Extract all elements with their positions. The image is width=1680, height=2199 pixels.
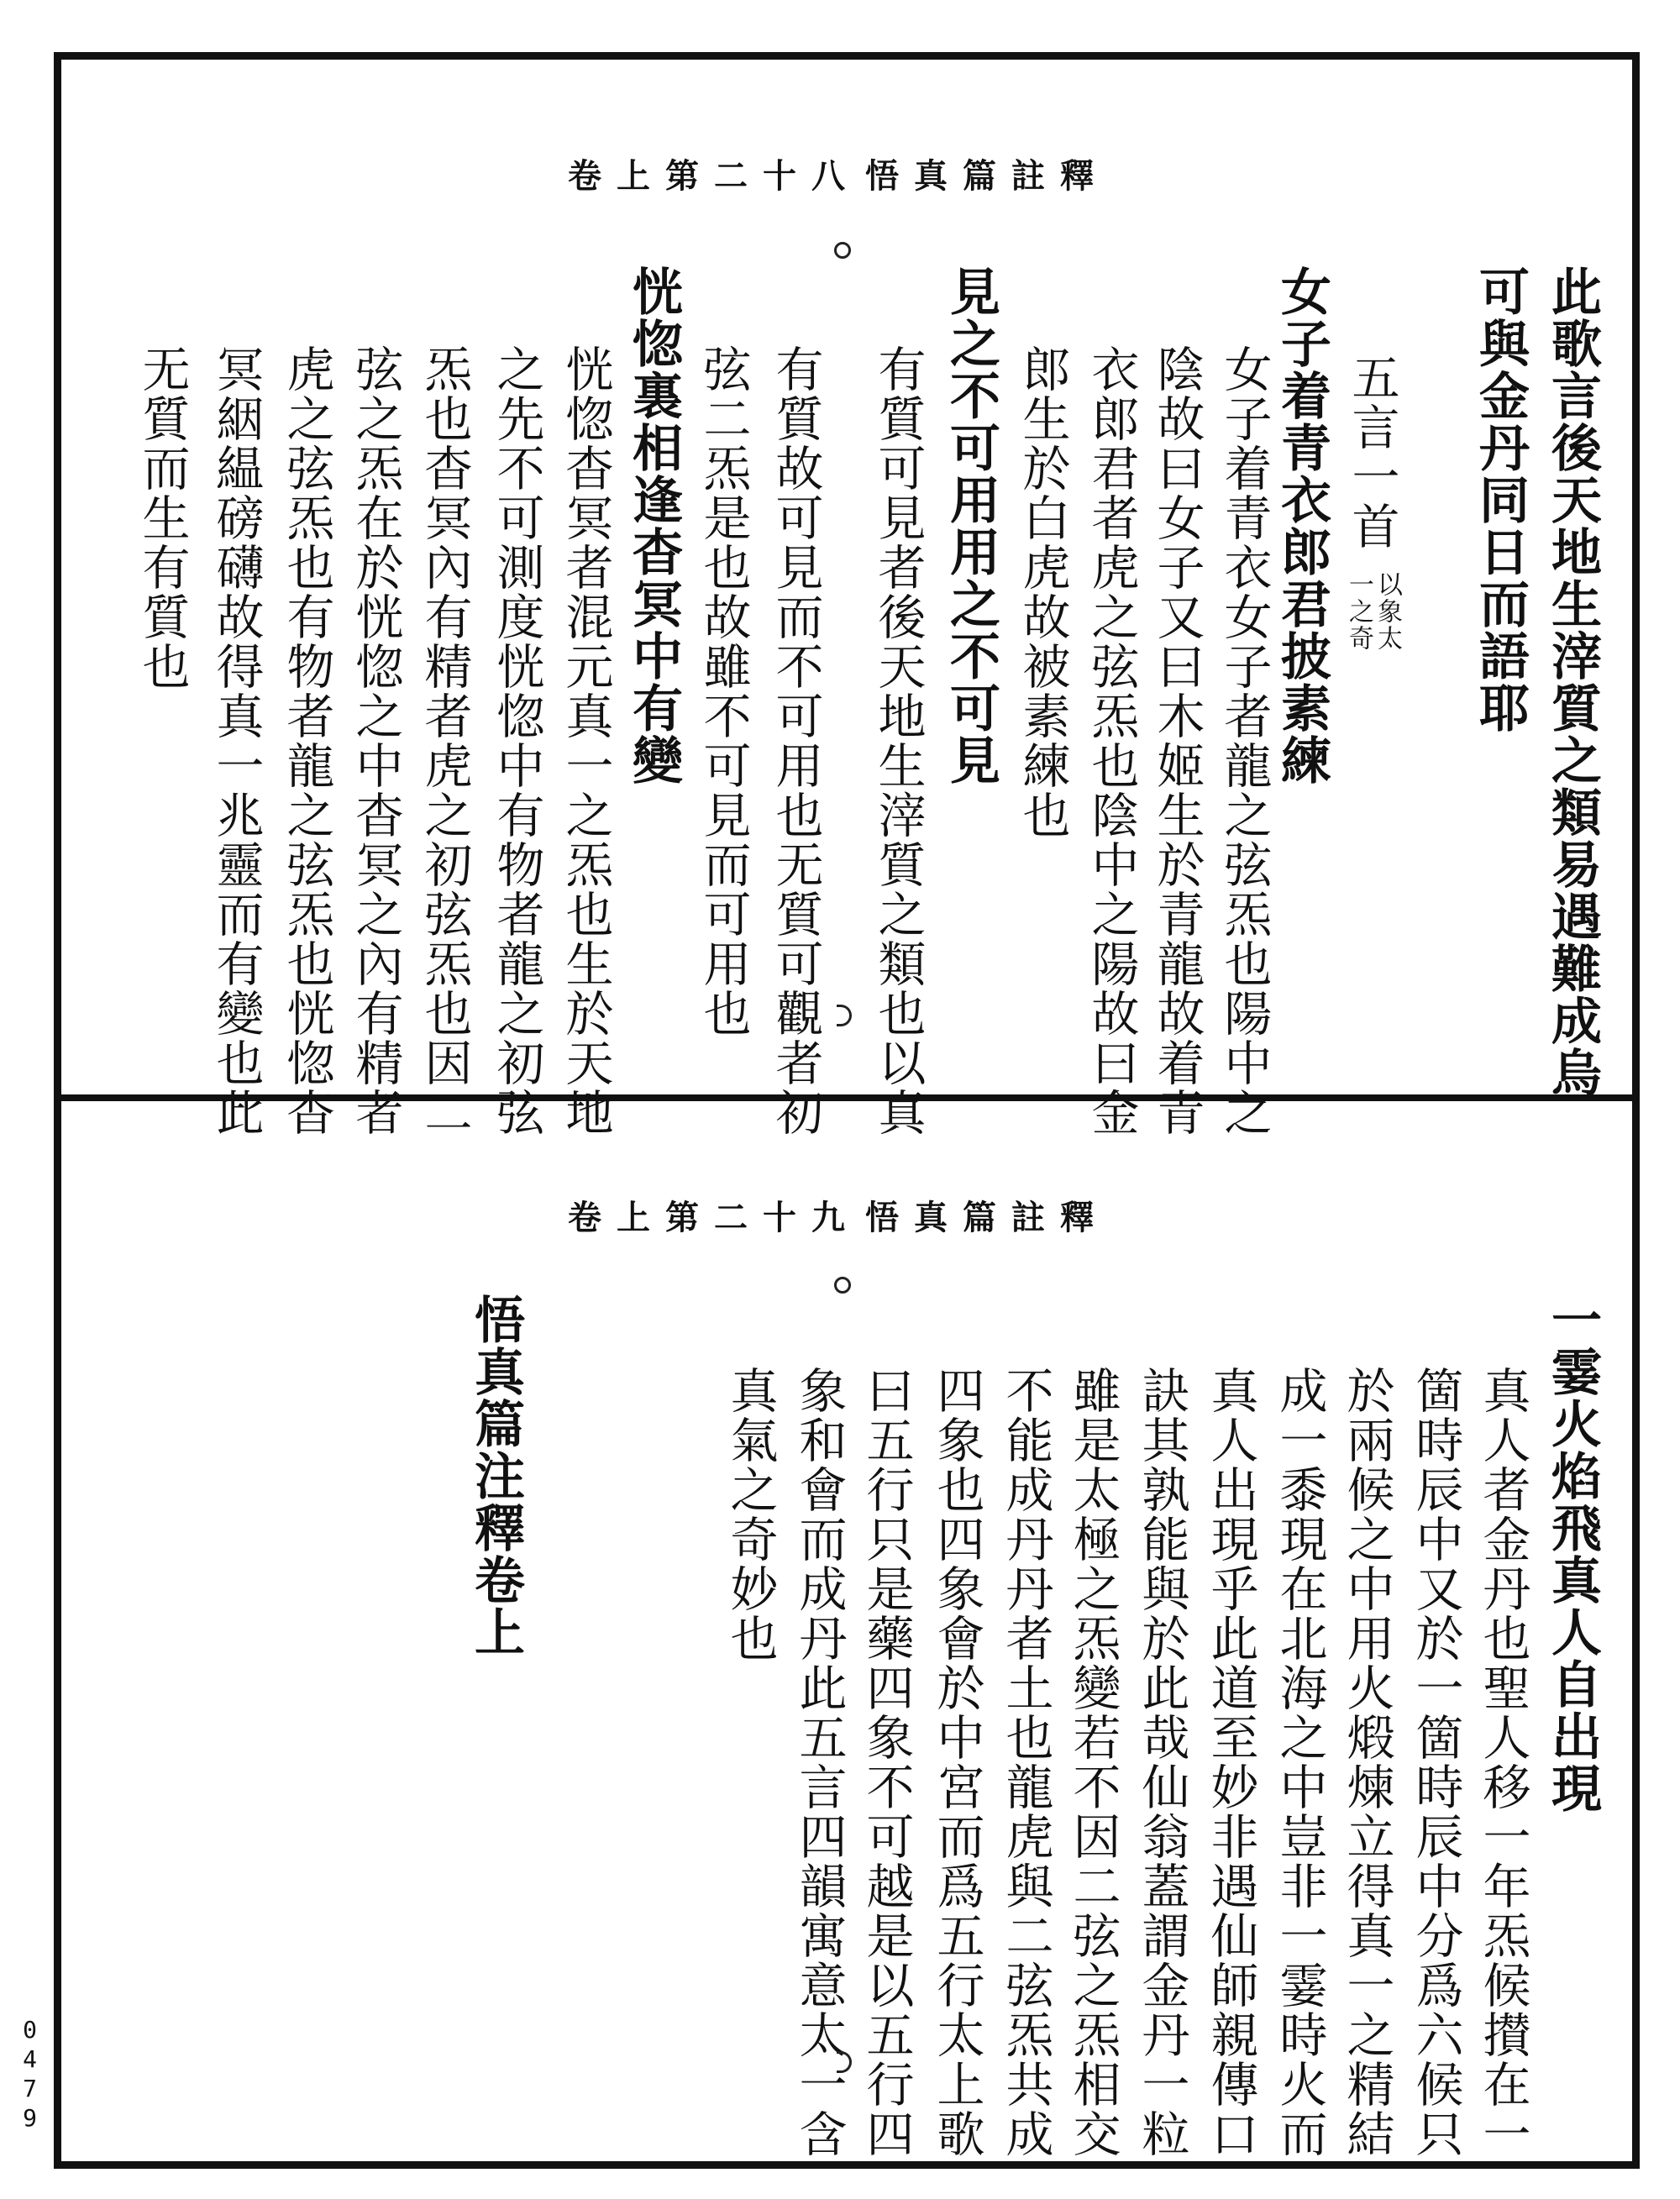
bottom-column-10: 四象也四象會於中宮而爲五行太上歌 — [929, 1366, 984, 2159]
bottom-column-7: 訣其孰能與於此哉仙翁蓋謂金丹一粒 — [1134, 1366, 1189, 2159]
top-column-15: 之先不可測度恍惚中有物者龍之初弦 — [489, 344, 544, 1137]
top-column-14: 恍惚杳冥者混元真一之炁也生於天地 — [558, 344, 613, 1137]
bottom-header-folio: 卷上第二十九 — [568, 1198, 860, 1237]
top-column-20: 无質而生有質也 — [134, 344, 190, 691]
bottom-column-13: 真氣之奇妙也 — [722, 1366, 778, 1663]
top-column-1: 此歌言後天地生滓質之類易遇難成烏 — [1543, 265, 1602, 1099]
circle-mark — [834, 1277, 851, 1294]
top-header-folio: 卷上第二十八 — [568, 156, 860, 196]
bottom-column-3: 箇時辰中又於一箇時辰中分爲六候只 — [1408, 1366, 1463, 2159]
bottom-column-2: 真人者金丹也聖人移一年炁候攅在一 — [1475, 1366, 1530, 2159]
bottom-column-1: 一霎火焰飛真人自出現 — [1543, 1294, 1602, 1814]
top-column-9: 見之不可用用之不可見 — [942, 265, 1000, 786]
bottom-column-9: 不能成丹丹者土也龍虎與二弦炁共成 — [998, 1366, 1053, 2159]
top-column-11: 有質故可見而不可用也无質可觀者初 — [768, 344, 823, 1137]
top-header-title: 悟真篇註釋 — [865, 156, 1109, 196]
top-column-8: 郎生於白虎故被素練也 — [1015, 344, 1070, 840]
bottom-column-14: 悟真篇注釋卷上 — [466, 1294, 525, 1658]
bottom-header-title: 悟真篇註釋 — [865, 1198, 1109, 1237]
top-column-4: 女子着青衣郎君披素練 — [1273, 265, 1331, 786]
top-column-3: 五言一首 — [1344, 353, 1399, 551]
top-column-5: 女子着青衣女子者龍之弦炁也陽中之 — [1216, 344, 1272, 1137]
top-column-10: 有質可見者後天地生滓質之類也以真 — [870, 344, 926, 1137]
bottom-column-4: 於兩候之中用火煅煉立得真一之精結 — [1339, 1366, 1394, 2159]
bottom-column-11: 曰五行只是藥四象不可越是以五行四 — [858, 1366, 914, 2159]
top-column-18: 虎之弦炁也有物者龍之弦炁也恍惚杳 — [279, 344, 334, 1137]
top-column-2: 可與金丹同日而語耶 — [1471, 265, 1530, 734]
top-column-13: 恍惚裏相逢杳冥中有變 — [624, 265, 683, 786]
bottom-column-6: 真人出現乎此道至妙非遇仙師親傳口 — [1203, 1366, 1258, 2159]
bottom-column-12: 象和會而成丹此五言四韻寓意太一含 — [791, 1366, 847, 2159]
top-column-6: 陰故曰女子又曰木姬生於青龍故着青 — [1149, 344, 1205, 1137]
top-column-12: 弦二炁是也故雖不可見而可用也 — [696, 344, 751, 1038]
bottom-column-5: 成一黍現在北海之中豈非一霎時火而 — [1272, 1366, 1327, 2159]
top-column-19: 冥絪緼磅礴故得真一兆靈而有變也此 — [208, 344, 264, 1137]
top-column-16: 炁也杳冥內有精者虎之初弦炁也因二 — [417, 344, 472, 1137]
page-number: 0479 — [16, 2016, 44, 2133]
bottom-column-8: 雖是太極之炁變若不因二弦之炁相交 — [1065, 1366, 1121, 2159]
top-column-17: 弦之炁在於恍惚之中杳冥之內有精者 — [348, 344, 403, 1137]
top-column-7: 衣郎君者虎之弦炁也陰中之陽故曰金 — [1084, 344, 1139, 1137]
top-annotation-left: 一之奇 — [1344, 571, 1373, 652]
circle-mark — [834, 242, 851, 259]
top-annotation-right: 以象太 — [1373, 571, 1402, 652]
